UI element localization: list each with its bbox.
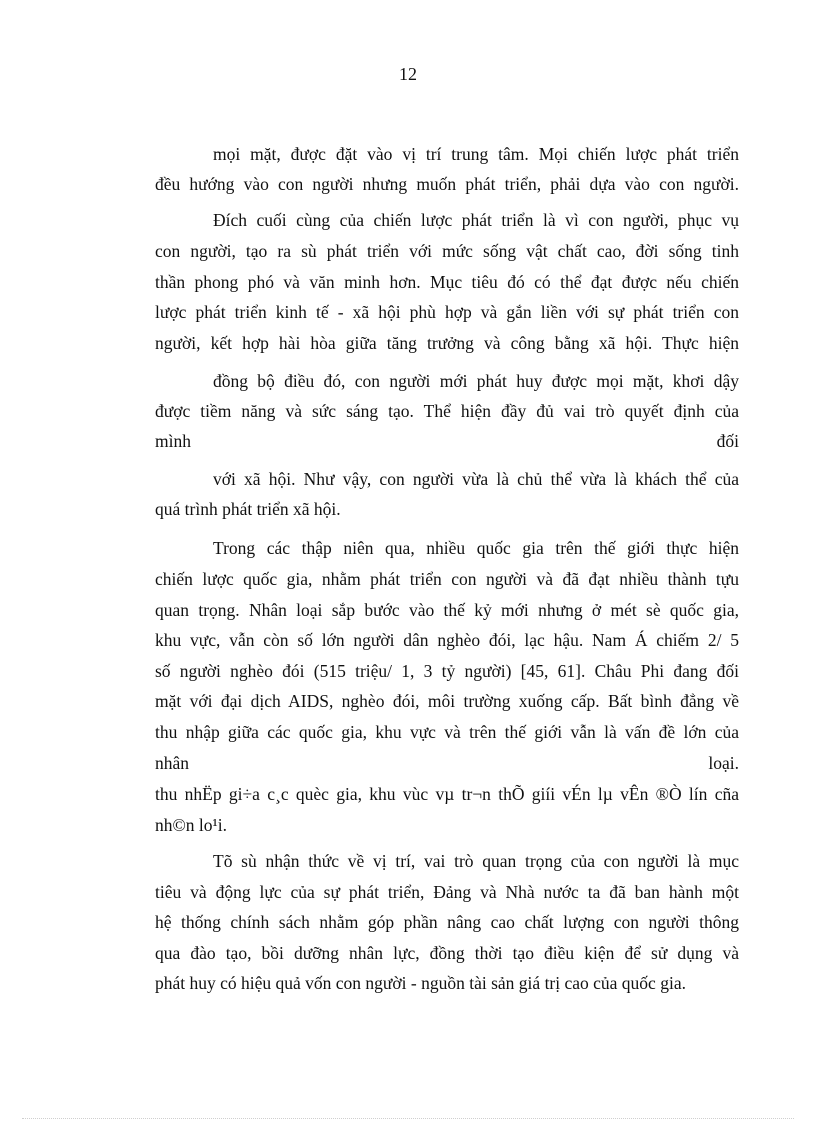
text-line: với xã hội. Như vậy, con người vừa là chủ thể vừa là khách thể của <box>213 469 739 489</box>
text-line: qua đào tạo, bồi dưỡng nhân lực, đồng thời tạo điều kiện để sử dụng và <box>155 943 739 963</box>
text-line: hệ thống chính sách nhằm góp phần nâng cao chất lượng con người thông <box>155 912 739 932</box>
text-line: tiêu và động lực của sự phát triển, Đảng và Nhà nước ta đã ban hành một <box>155 882 739 902</box>
text-line: Đích cuối cùng của chiến lược phát triển là vì con người, phục vụ <box>213 210 739 230</box>
text-line: Trong các thập niên qua, nhiều quốc gia trên thế giới thực hiện <box>213 538 739 558</box>
text-line: quan trọng. Nhân loại sắp bước vào thế kỷ mới nhưng ở mét sè quốc gia, <box>155 600 739 620</box>
line-end-word: đối <box>716 431 739 451</box>
text-line: thần phong phó và văn minh hơn. Mục tiêu đó có thể đạt được nếu chiến <box>155 272 739 292</box>
text-line: khu vực, vẫn còn số lớn người dân nghèo đói, lạc hậu. Nam Á chiếm 2/ 5 <box>155 630 739 650</box>
text-line: đều hướng vào con người nhưng muốn phát triển, phải dựa vào con người. <box>155 174 739 194</box>
garbled-text-line: thu nhËp gi÷a c¸c quèc gia, khu vùc vµ tr¬n thÕ giíi vÉn lµ vÊn ®Ò lín cña <box>155 784 739 804</box>
line-start-word: nhân <box>155 753 190 773</box>
text-line: Tõ sù nhận thức về vị trí, vai trò quan trọng của con người là mục <box>213 851 739 871</box>
text-line: được tiềm năng và sức sáng tạo. Thể hiện đầy đủ vai trò quyết định của <box>155 401 739 421</box>
page-bottom-rule <box>22 1118 794 1119</box>
text-line: quá trình phát triển xã hội. <box>155 499 341 519</box>
text-line: mặt với đại dịch AIDS, nghèo đói, môi trường xuống cấp. Bất bình đẳng về <box>155 691 739 711</box>
text-line: phát huy có hiệu quả vốn con người - nguồn tài sản giá trị cao của quốc gia. <box>155 973 686 993</box>
page-number: 12 <box>399 64 417 84</box>
text-line: số người nghèo đói (515 triệu/ 1, 3 tỷ người) [45, 61]. Châu Phi đang đối <box>155 661 739 681</box>
text-line: người, kết hợp hài hòa giữa tăng trưởng và công bằng xã hội. Thực hiện <box>155 333 739 353</box>
text-line: con người, tạo ra sù phát triển với mức sống vật chất cao, đời sống tinh <box>155 241 739 261</box>
text-line: mọi mặt, được đặt vào vị trí trung tâm. Mọi chiến lược phát triển <box>213 144 739 164</box>
text-line: chiến lược quốc gia, nhằm phát triển con người và đã đạt nhiều thành tựu <box>155 569 739 589</box>
text-line: thu nhập giữa các quốc gia, khu vực và trên thế giới vẫn là vấn đề lớn của <box>155 722 739 742</box>
line-start-word: mình <box>155 431 191 451</box>
text-line: đồng bộ điều đó, con người mới phát huy được mọi mặt, khơi dậy <box>213 371 739 391</box>
line-end-word: loại. <box>708 753 739 773</box>
text-line: lược phát triển kinh tế - xã hội phù hợp và gắn liền với sự phát triển con <box>155 302 739 322</box>
garbled-text-line: nh©n lo¹i. <box>155 815 228 835</box>
